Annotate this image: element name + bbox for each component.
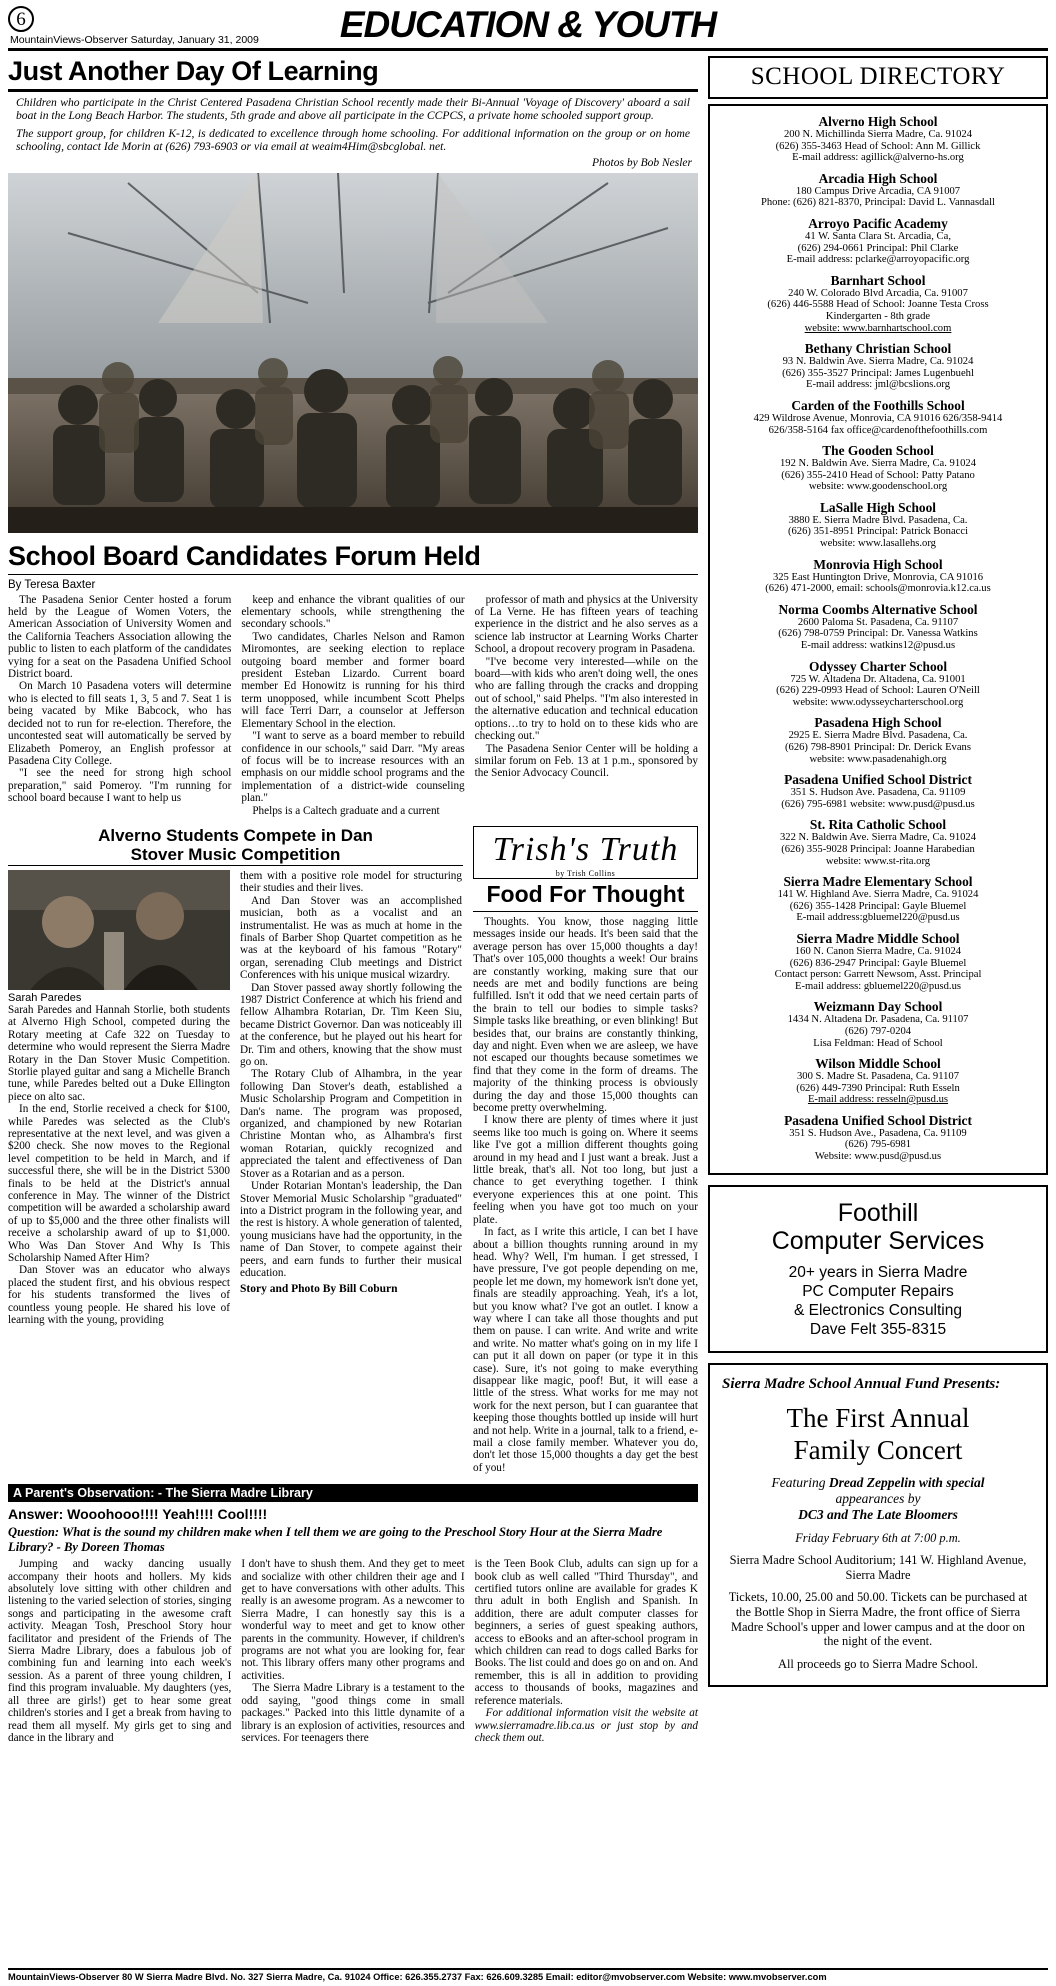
school-directory — [708, 104, 1048, 1175]
paragraph: Two candidates, Charles Nelson and Ramon Miromontes, are seeking election to replace outgoing board member and former board president Esteban Lizardo. Current board member Ed Honowitz is running for his third term unopposed, while incumbent Scott Phelps will face Terri Darr, a counselor at Jefferson Elementary School in the election. — [241, 630, 465, 730]
paragraph: Phelps is a Caltech graduate and a current — [252, 804, 440, 817]
parent-col-1 — [8, 1558, 231, 1744]
ad-line-4: PC Computer Repairs — [802, 1282, 954, 1300]
directory-entry — [720, 500, 1036, 550]
school-detail: website: www.lasallehs.org — [820, 538, 936, 550]
parent-col-2 — [241, 1558, 464, 1744]
masthead-subtitle: MountainViews-Observer Saturday, January 31, 2009 — [10, 34, 259, 46]
school-email-link[interactable]: E-mail address: resseln@pusd.us — [807, 1094, 949, 1106]
school-detail: Contact person: Garrett Newsom, Asst. Principal — [774, 969, 982, 981]
paragraph: Jumping and wacky dancing usually accompany their hoots and hollers. My kids absolutely love sitting with other children and listening to the varied selection of stories, singing songs and participating in the awesome craft activity. Meagan Tosh, Preschool Story hour facilitator and president of the Friends of The Sierra Madre Library, does a fabulous job of combining fun and learning into each week's session. As a parent of three young children, I find this program invaluable. My daughters (yes, all three are girls!) get to hear some great children's stories and I get a break from having to read them all myself. My girls get to sing and dance in the library and — [8, 1558, 232, 1744]
ad-foothill-computer-services[interactable] — [708, 1185, 1048, 1353]
school-detail: (626) 229-0993 Head of School: Lauren O'Neill — [776, 685, 980, 697]
photo-credit: Photos by Bob Nesler — [592, 156, 692, 169]
school-detail: Phone: (626) 821-8370, Principal: David L. Vannasdall — [760, 197, 995, 209]
story-intro-2: The support group, for children K-12, is dedicated to excellence through home schooling. For additional information on the group or on home schooling, contact Ide Morin at (626) 793-6903 or via email at weaim4Him@sbcglobal. net. — [16, 126, 690, 154]
sailboat-students-photo — [8, 173, 698, 533]
school-detail: 351 S. Hudson Ave. Pasadena, Ca. 91109 — [790, 787, 966, 799]
school-detail: (626) 355-3527 Principal: James Lugenbuehl — [782, 367, 974, 379]
school-name: Sierra Madre Elementary School — [783, 874, 973, 890]
paragraph: The Pasadena Senior Center will be holding a similar forum on Feb. 13 at 1 p.m., sponsored by the Senior Advocacy Council. — [474, 742, 698, 780]
school-name: Monrovia High School — [813, 556, 943, 572]
parent-col-3 — [475, 1558, 698, 1744]
students-photo — [8, 870, 230, 990]
school-detail: 93 N. Baldwin Ave. Sierra Madre, Ca. 91024 — [782, 356, 974, 368]
school-name: LaSalle High School — [819, 499, 937, 515]
school-name: Carden of the Foothills School — [791, 397, 965, 413]
school-detail: (626) 294-0661 Principal: Phil Clarke — [797, 242, 959, 254]
paragraph: professor of math and physics at the University of La Verne. He has fifteen years of teaching experience in the district and he also serves as a science lab instructor at Learning Works Charter School, a dropout recovery program in Pasadena. — [474, 593, 698, 656]
trish-headline: Food For Thought — [486, 880, 685, 907]
directory-entry — [720, 874, 1036, 924]
school-name: Arroyo Pacific Academy — [808, 215, 948, 231]
school-detail: 725 W. Altadena Dr. Altadena, Ca. 91001 — [790, 673, 966, 685]
trish-logo-box — [473, 826, 698, 879]
paragraph: The Rotary Club of Alhambra, in the year following Dan Stover's death, established a Music Scholarship Program and Competition in Dan's name. The program was proposed, organized, and championed by new Rotarian Christine Montan who, as Alhambra's first woman Rotarian, quickly recognized and appreciated the talent and effectiveness of Dan Stover as a Rotarian and as a person. — [240, 1068, 462, 1180]
directory-entry — [720, 273, 1036, 334]
forum-col-1 — [8, 594, 231, 817]
paragraph: I know there are plenty of times where it just seems like too much is going on. Where it seems like I've got a million different thoughts going around in my head and I just want a break. Just a little break, that's all. Not too long, but just a chance to get everything together. I think everyone experiences this at one point. This feeling when you have got too much on your plate. — [473, 1114, 698, 1226]
directory-entry — [720, 715, 1036, 765]
school-name: Odyssey Charter School — [808, 658, 948, 674]
directory-entry — [720, 341, 1036, 391]
directory-entry — [720, 659, 1036, 709]
page-footer: MountainViews-Observer 80 W Sierra Madre Blvd. No. 327 Sierra Madre, Ca. 91024 Office: 626.355.2737 Fax: 626.609.3285 Email: editor@mvobserver.com Website: www.mvobserver.com — [8, 1968, 1048, 1982]
trish-column — [473, 826, 698, 1474]
divider — [473, 911, 698, 912]
section-title: EDUCATION & YOUTH — [339, 4, 717, 45]
ad-line-3: 20+ years in Sierra Madre — [788, 1263, 968, 1281]
school-detail: (626) 351-8951 Principal: Patrick Bonacci — [787, 526, 969, 538]
trish-logo: Trish's Truth — [492, 830, 679, 868]
school-detail: 325 East Huntington Drive, Monrovia, CA 91016 — [772, 571, 984, 583]
school-name: Arcadia High School — [818, 170, 938, 186]
paragraph: In the end, Storlie received a check for $100, while Paredes was selected as the Club's representative at the next level, and was given a $200 check. She now moves to the Regional level competition to be held in March, and if successful there, she will be in the District 5300 finals to be held at the District's annual conference in May. The winner of the District competition will be awarded a scholarship award of up to $5,000 and the three other finalists will receive a scholarship award of up to $1,000. Who Was Dan Stover And Why Is This Scholarship Named After Him? — [8, 1103, 230, 1265]
school-name: Pasadena Unified School District — [784, 772, 972, 788]
directory-entry — [720, 171, 1036, 209]
school-detail: (626) 798-0759 Principal: Dr. Vanessa Watkins — [778, 628, 978, 640]
ad-body-3: All proceeds go to Sierra Madre School. — [778, 1656, 978, 1671]
page-number: 6 — [8, 6, 34, 32]
page-title: Just Another Day Of Learning — [8, 56, 379, 86]
parent-columns — [8, 1558, 698, 1744]
school-name: Alverno High School — [818, 114, 938, 129]
school-detail: 429 Wildrose Avenue, Monrovia, CA 91016 626/358-9414 — [753, 412, 1003, 424]
forum-col-2 — [241, 594, 464, 817]
alverno-col-1 — [8, 870, 230, 1327]
school-detail: Kindergarten - 8th grade — [825, 310, 931, 322]
directory-entry — [720, 1113, 1036, 1163]
school-detail: website: www.st-rita.org — [825, 855, 931, 867]
paragraph: them with a positive role model for structuring their studies and their lives. — [240, 869, 462, 895]
directory-title: SCHOOL DIRECTORY — [708, 56, 1048, 99]
ad-family-concert[interactable] — [708, 1363, 1048, 1688]
school-detail: (626) 795-6981 website: www.pusd@pusd.us — [781, 798, 975, 810]
forum-columns — [8, 594, 698, 817]
ad-line-5: & Electronics Consulting — [794, 1301, 962, 1319]
ad-line-6: Dave Felt 355-8315 — [809, 1320, 947, 1338]
school-detail: (626) 797-0204 — [844, 1025, 912, 1037]
school-detail: E-mail address: jml@bcslions.org — [805, 379, 951, 391]
school-detail: (626) 836-2947 Principal: Gayle Bluemel — [789, 957, 967, 969]
masthead — [8, 6, 1048, 51]
paragraph: is the Teen Book Club, adults can sign up for a book club as well called "Third Thursday", and certified tutors online are available for grades K thru adult in both English and Spanish. In addition, there are adult computer classes for beginners, a series of guest speaking authors, access to eBooks and an after-school program in which children can read to dogs called Barks for Books. The list could and does go on and on. And remember, this is all in addition to providing access to thousands of books, magazines and reference materials. — [474, 1558, 698, 1707]
school-name: Barnhart School — [830, 272, 926, 288]
school-detail: (626) 355-2410 Head of School: Patty Patano — [781, 469, 975, 481]
left-column — [8, 56, 698, 1744]
school-detail: (626) 471-2000, email: schools@monrovia.k12.ca.us — [765, 583, 991, 595]
school-detail: 1434 N. Altadena Dr. Pasadena, Ca. 91107 — [787, 1014, 969, 1026]
school-detail: 160 N. Canon Sierra Madre, Ca. 91024 — [794, 945, 962, 957]
school-detail: (626) 449-7390 Principal: Ruth Esseln — [796, 1082, 960, 1094]
directory-entry — [720, 931, 1036, 992]
school-detail: (626) 798-8901 Principal: Dr. Derick Evans — [785, 742, 971, 753]
school-detail: 2600 Paloma St. Pasadena, Ca. 91107 — [797, 616, 959, 628]
ad-date: Friday February 6th at 7:00 p.m. — [795, 1530, 961, 1545]
school-detail: 192 N. Baldwin Ave. Sierra Madre, Ca. 91024 — [779, 458, 977, 470]
photo-caption: Sarah Paredes — [8, 991, 82, 1004]
school-name: Wilson Middle School — [815, 1056, 941, 1072]
directory-entry — [720, 1056, 1036, 1106]
directory-entry — [720, 216, 1036, 266]
school-detail: 626/358-5164 fax office@cardenofthefoothills.com — [768, 424, 988, 436]
divider — [8, 865, 463, 866]
ad-body-1: Sierra Madre School Auditorium; 141 W. Highland Avenue, Sierra Madre — [729, 1553, 1027, 1582]
alverno-headline-2: Stover Music Competition — [130, 844, 341, 864]
paragraph: Under Rotarian Montan's leadership, the Dan Stover Memorial Music Scholarship "graduated" into a District program in the following year, and the rest is history. A whole generation of talented, young musicians have had the opportunity, in the name of Dan Stover, to compete against their peers, and earn funds to further their musical education. — [240, 1180, 462, 1279]
school-detail: 2925 E. Sierra Madre Blvd. Pasadena, Ca. — [788, 730, 968, 742]
school-detail: (626) 355-3463 Head of School: Ann M. Gillick — [775, 140, 981, 152]
school-detail: E-mail address: agillick@alverno-hs.org — [792, 152, 964, 164]
divider — [8, 574, 698, 575]
school-website-link[interactable]: website: www.barnhartschool.com — [804, 322, 952, 334]
school-name: Sierra Madre Middle School — [796, 930, 960, 946]
school-name: Weizmann Day School — [813, 999, 943, 1015]
right-column — [708, 56, 1048, 1744]
paragraph: Dan Stover passed away shortly following the 1987 District Conference at which his friend and fellow Alhambra Rotarian, Dr. Tim Keen Siu, became District Governor. Dan was noticeably ill at the conference, but he played out his heart for Dr. Tim and others, knowing that the show must go on. — [240, 981, 462, 1069]
school-name: The Gooden School — [822, 443, 934, 459]
story-credit: Story and Photo By Bill Coburn — [240, 1283, 398, 1296]
lower-section — [8, 826, 698, 1474]
parent-observation — [8, 1484, 698, 1744]
school-detail: E-mail address: watkins12@pusd.us — [800, 640, 956, 652]
ad-line-1: Foothill — [837, 1198, 919, 1227]
ad-body-2: Tickets, 10.00, 25.00 and 50.00. Tickets can be purchased at the Bottle Shop in Sierra Madre, the front office of Sierra Madre School's upper and lower campus and at the door on the night of the event. — [728, 1590, 1028, 1649]
directory-entry — [720, 557, 1036, 595]
ad-featuring-label: Featuring — [771, 1474, 826, 1490]
school-detail: E-mail address: gbluemel220@pusd.us — [795, 980, 961, 992]
ad-featuring-line3: DC3 and The Late Bloomers — [798, 1506, 958, 1522]
paragraph: The Sierra Madre Library is a testament to the odd saying, "good things come in small packages." Packed into this little dynamite of a library is an explosion of activities, resources and services. For teenagers there — [241, 1682, 465, 1744]
school-detail: website: www.pasadenahigh.org — [809, 753, 947, 765]
parent-section-bar: A Parent's Observation: - The Sierra Madre Library — [8, 1484, 698, 1502]
divider — [8, 89, 698, 92]
school-detail: (626) 355-1428 Principal: Gayle Bluemel — [789, 900, 967, 912]
ad-line-2: Computer Services — [771, 1226, 985, 1255]
school-detail: E-mail address:gbluemel220@pusd.us — [796, 912, 960, 924]
sarah-paredes-photo — [8, 870, 230, 990]
alverno-story — [8, 826, 463, 1474]
forum-headline: School Board Candidates Forum Held — [8, 540, 481, 571]
parent-answer: Answer: Wooohooo!!!! Yeah!!!! Cool!!!! — [8, 1506, 268, 1523]
school-detail: (626) 446-5588 Head of School: Joanne Testa Cross — [767, 299, 989, 311]
paragraph: On March 10 Pasadena voters will determine who is elected to fill seats 1, 3, 5 and 7. Seat 1 is being vacated by Mike Babcock, who has decided not to run for re-election. Therefore, the uncontested seat will automatically be served by Elizabeth Pomeroy, an English professor at Pasadena City College. — [8, 680, 232, 767]
story-intro-1: Children who participate in the Christ Centered Pasadena Christian School recently made their Bi-Annual 'Voyage of Discovery' aboard a sail boat in the Long Beach Harbor. The students, 5th grade and above all participate in the CCPCS, a private home schooled support group. — [16, 96, 690, 123]
paragraph: Dan Stover was an educator who always placed the student first, and his obvious respect for his students transformed the lives of countless young people. He shared his love of learning with the young, providing — [8, 1264, 230, 1327]
paragraph: keep and enhance the vibrant qualities of our elementary schools, while strengthening the secondary schools." — [241, 593, 465, 631]
school-detail: Website: www.pusd@pusd.us — [814, 1151, 942, 1163]
school-detail: 300 S. Madre St. Pasadena, Ca. 91107 — [796, 1071, 960, 1083]
ad-title-2: Family Concert — [793, 1434, 963, 1465]
paragraph: And Dan Stover was an accomplished musician, both as a vocalist and an instrumentalist. He was as much at home in the finals of Barber Shop Quartet competition as he was at the keyboard of his famous "Rotary" organ, serenading Club meetings and District Conferences with his unique musical wizardry. — [240, 894, 462, 982]
parent-question: Question: What is the sound my children make when I tell them we are going to the Preschool Story Hour at the Sierra Madre Library? - By Doreen Thomas — [8, 1525, 663, 1554]
school-detail: 141 W. Highland Ave. Sierra Madre, Ca. 91024 — [777, 889, 979, 901]
ad-featuring-line2: appearances by — [835, 1490, 921, 1506]
school-detail: 180 Campus Drive Arcadia, CA 91007 — [795, 185, 961, 197]
forum-col-3 — [475, 594, 698, 817]
paragraph: Sarah Paredes and Hannah Storlie, both students at Alverno High School, competed during the Rotary meeting at Cafe 322 on Tuesday to determine who would represent the Sierra Madre Rotary in the Dan Stover Music Competition. Storlie played guitar and sang a Michelle Branch tune, while Paredes belted out a Duke Ellington piece on alto sac. — [8, 1003, 230, 1103]
directory-entry — [720, 602, 1036, 652]
directory-entry — [720, 398, 1036, 436]
paragraph: I don't have to shush them. And they get to meet and socialize with other children their age and I get to have conversations with other adults. This really is an awesome program. As a newcomer to Sierra Madre, I can honestly say this is a wonderful way to meet and get to know other parents in the community. However, if children's programs are not what you are looking for, fear not. This library offers many other programs and activities. — [241, 1558, 465, 1682]
school-detail: Lisa Feldman: Head of School — [813, 1037, 943, 1049]
directory-entry — [720, 443, 1036, 493]
school-name: Pasadena High School — [814, 715, 942, 731]
school-name: Norma Coombs Alternative School — [778, 601, 978, 617]
school-detail: 322 N. Baldwin Ave. Sierra Madre, Ca. 91024 — [779, 832, 977, 844]
school-detail: 41 W. Santa Clara St. Arcadia, Ca, — [805, 230, 951, 242]
paragraph: Thoughts. You know, those nagging little messages inside our heads. It's been said that the average person has over 15,000 thoughts a day! That's over 105,000 thoughts a week! Our brains are constantly working, making sure that our needs are met and bodily functions are being fulfilled. Isn't it odd that we need certain parts of the brain to tell our bodies to simple tasks? Simple tasks like breathing, or even blinking! But besides that, our brains are constantly thinking, day and night. Even when we are asleep, we have not escaped our thoughts because sometimes we find that they come in the form of dreams. The majority of the thinking process is obviously during the day and those 15,000 thoughts can become pretty overwhelming. — [473, 915, 698, 1115]
paragraph: "I've become very interested—while on the board—with kids who aren't doing well, the ones who are falling through the cracks and dropping out of school," said Phelps. "I'm also interested in the alternative education and technical education options…to try to hold on to these kids who are checking out." — [474, 655, 698, 743]
ad-title-1: The First Annual — [786, 1402, 970, 1433]
trish-tagline: by Trish Collins — [555, 868, 616, 878]
school-detail: E-mail address: pclarke@arroyopacific.org — [786, 254, 970, 266]
directory-entry — [720, 817, 1036, 867]
school-detail: (626) 795-6981 — [844, 1139, 912, 1151]
ad-featuring-name: Dread Zeppelin with special — [828, 1474, 985, 1490]
paragraph: "I want to serve as a board member to rebuild confidence in our schools," said Darr. "My areas of focus will be to increase resources with an emphasis on our middle school programs and the implementation of a district-wide counseling plan." — [241, 730, 465, 805]
directory-entry — [720, 772, 1036, 810]
school-detail: 200 N. Michillinda Sierra Madre, Ca. 91024 — [783, 129, 972, 140]
paragraph-italic: For additional information visit the website at www.sierramadre.lib.ca.us or just stop by and check them out. — [474, 1707, 698, 1744]
school-name: Pasadena Unified School District — [784, 1112, 972, 1128]
alverno-headline-1: Alverno Students Compete in Dan — [98, 825, 373, 845]
school-detail: website: www.goodenschool.org — [808, 481, 948, 493]
ad-presents: Sierra Madre School Annual Fund Presents: — [722, 1375, 1001, 1392]
school-name: Bethany Christian School — [804, 341, 952, 357]
paragraph: "I see the need for strong high school preparation," said Pomeroy. "I'm running for school board because I want to help us — [8, 767, 232, 805]
school-detail: (626) 355-9028 Principal: Joanne Harabedian — [781, 843, 975, 855]
page-body — [8, 56, 1048, 1744]
school-detail: 240 W. Colorado Blvd Arcadia, Ca. 91007 — [788, 287, 968, 299]
paragraph: The Pasadena Senior Center hosted a forum held by the League of Women Voters, the American Association of University Women and the California Teachers Association allowing the public to listen to each platform of the candidates vying for a seat on the Pasadena Unified School District board. — [8, 593, 232, 681]
school-detail: 351 S. Hudson Ave., Pasadena, Ca. 91109 — [789, 1127, 967, 1139]
main-photo — [8, 173, 698, 533]
directory-entry — [720, 114, 1036, 164]
forum-byline: By Teresa Baxter — [8, 578, 96, 591]
paragraph: In fact, as I write this article, I can bet I have about a billion thoughts running around in my head. Why? Well, I'm human. I get stressed, I have pressure, I've got people depending on me, people let me down, my homework isn't done yet, finals are steadily approaching. Yeah, it's a lot, but you know what? I've got an outlet. I know a way where I can take all those thoughts and put them on pause. I can write. And write and write and write. No matter what's going on in my life I can put it all down on paper (or type it in this case). Sure, it's not going to make everything disappear like magic, poof! But, it will ease a little of the stress. What works for me may not work for the next person, but I can guarantee that keeping those thoughts bottled up inside will hurt and not help. Write in a journal, talk to a friend, e-mail a close family member. Whatever you do, don't let those 15,000 thoughts a day get the best of you! — [473, 1226, 698, 1474]
school-detail: website: www.odysseycharterschool.org — [792, 696, 964, 708]
alverno-col-2 — [240, 870, 462, 1327]
school-name: St. Rita Catholic School — [809, 817, 947, 833]
directory-entry — [720, 999, 1036, 1049]
school-detail: 3880 E. Sierra Madre Blvd. Pasadena, Ca. — [788, 514, 968, 526]
